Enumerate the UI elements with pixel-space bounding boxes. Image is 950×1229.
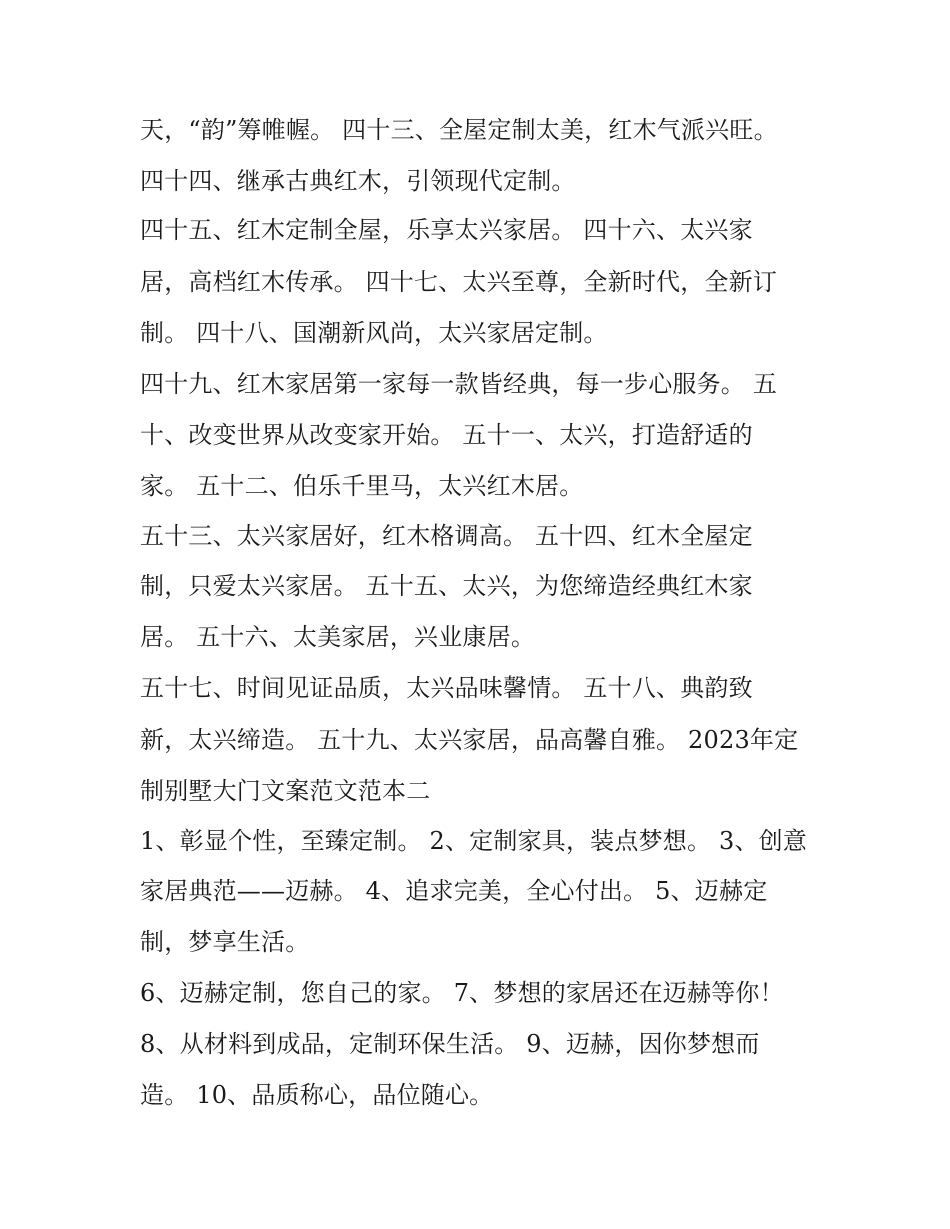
text-line: 1、彰显个性，至臻定制。 2、定制家具，装点梦想。 3、创意: [140, 827, 808, 855]
text-line: 十、改变世界从改变家开始。 五十一、太兴，打造舒适的: [140, 421, 753, 449]
text-line: 新，太兴缔造。 五十九、太兴家居，品高馨自雅。 2023年定: [140, 726, 799, 754]
text-line: 家居典范——迈赫。 4、追求完美，全心付出。 5、迈赫定: [140, 877, 768, 905]
text-line: 居。 五十六、太美家居，兴业康居。: [140, 623, 536, 651]
text-line: 制别墅大门文案范文范本二: [140, 777, 431, 805]
text-line: 居，高档红木传承。 四十七、太兴至尊，全新时代，全新订: [140, 268, 778, 296]
text-line: 四十九、红木家居第一家每一款皆经典，每一步心服务。 五: [140, 370, 778, 398]
text-line: 制，只爱太兴家居。 五十五、太兴，为您缔造经典红木家: [140, 572, 753, 600]
text-line: 五十三、太兴家居好，红木格调高。 五十四、红木全屋定: [140, 522, 753, 550]
text-line: 五十七、时间见证品质，太兴品味馨情。 五十八、典韵致: [140, 674, 753, 702]
text-line: 四十四、继承古典红木，引领现代定制。: [140, 167, 576, 195]
text-line: 制，梦享生活。: [140, 928, 310, 956]
text-line: 造。 10、品质称心，品位随心。: [140, 1081, 494, 1109]
text-line: 制。 四十八、国潮新风尚，太兴家居定制。: [140, 319, 608, 347]
text-line: 6、迈赫定制，您自己的家。 7、梦想的家居还在迈赫等你！: [140, 979, 784, 1007]
text-line: 四十五、红木定制全屋，乐享太兴家居。 四十六、太兴家: [140, 216, 753, 244]
text-line: 8、从材料到成品，定制环保生活。 9、迈赫，因你梦想而: [140, 1030, 760, 1058]
text-line: 天，“韵”筹帷幄。 四十三、全屋定制太美，红木气派兴旺。: [140, 116, 778, 144]
text-line: 家。 五十二、伯乐千里马，太兴红木居。: [140, 472, 584, 500]
